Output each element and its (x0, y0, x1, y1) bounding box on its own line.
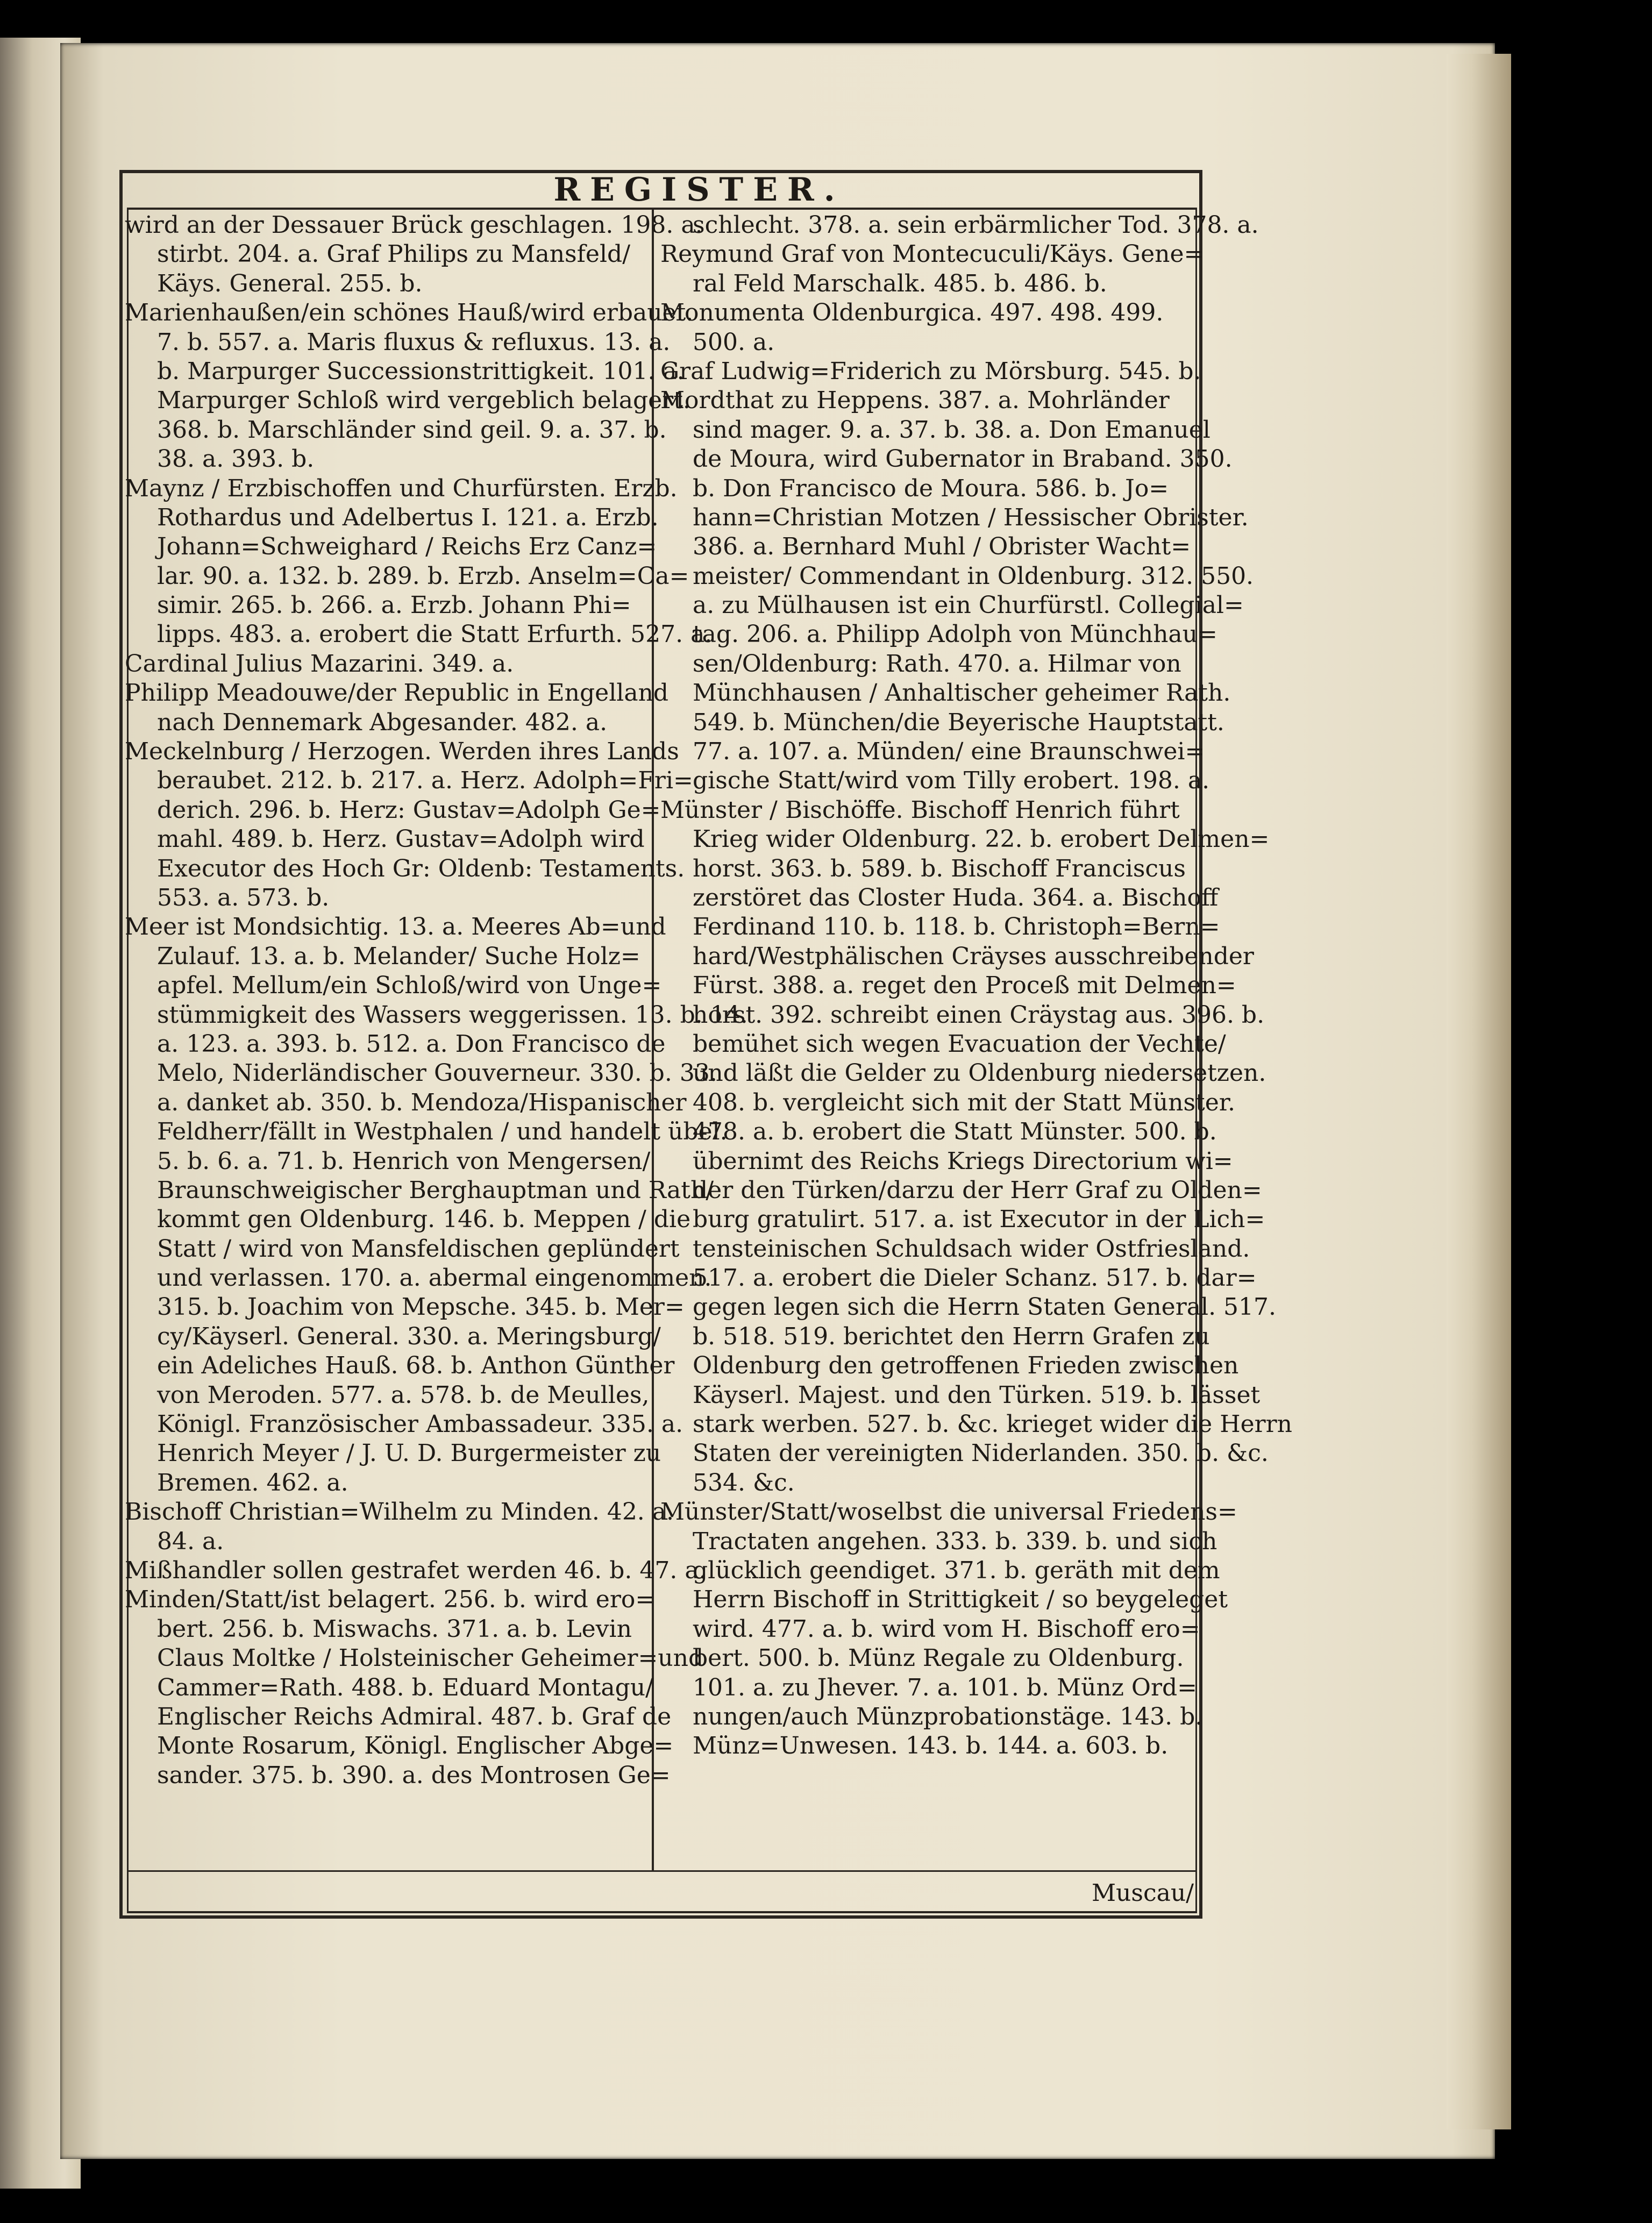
index-line: Claus Moltke / Holsteinischer Geheimer=und (157, 1644, 704, 1672)
index-line: cy/Käyserl. General. 330. a. Meringsburg/ (157, 1322, 661, 1350)
index-line: a. 123. a. 393. b. 512. a. Don Francisco de (157, 1030, 666, 1058)
index-line: glücklich geendiget. 371. b. geräth mit dem (693, 1556, 1220, 1584)
index-line: horst. 392. schreibt einen Cräystag aus. 396. b. (693, 1001, 1265, 1029)
page-fore-edge (1447, 54, 1511, 2129)
index-line: nungen/auch Münzprobationstäge. 143. b. (693, 1702, 1203, 1730)
index-line: tag. 206. a. Philipp Adolph von Münchhau= (693, 621, 1217, 649)
index-line: Herrn Bischoff in Strittigkeit / so beygeleget (693, 1586, 1228, 1614)
index-line: lipps. 483. a. erobert die Statt Erfurth. 527. a. (157, 621, 713, 649)
index-line: apfel. Mellum/ein Schloß/wird von Unge= (157, 972, 662, 1000)
index-line: tensteinischen Schuldsach wider Ostfriesland. (693, 1235, 1250, 1263)
index-line: Oldenburg den getroffenen Frieden zwischen (693, 1352, 1239, 1380)
index-line: 386. a. Bernhard Muhl / Obrister Wacht= (693, 533, 1191, 561)
index-line: 549. b. München/die Beyerische Hauptstatt. (693, 708, 1224, 736)
index-line: bert. 256. b. Miswachs. 371. a. b. Levin (157, 1615, 632, 1643)
index-line: Staten der vereinigten Niderlanden. 350. b. &c. (693, 1440, 1269, 1467)
index-line: b. Don Francisco de Moura. 586. b. Jo= (693, 474, 1169, 502)
index-line: horst. 363. b. 589. b. Bischoff Franciscus (693, 854, 1186, 882)
index-line: Feldherr/fällt in Westphalen / und handelt übel. (157, 1118, 728, 1146)
index-line: 517. a. erobert die Dieler Schanz. 517. b. dar= (693, 1264, 1257, 1292)
index-line: wird an der Dessauer Brück geschlagen. 198. a. (125, 211, 703, 239)
catchword: Muscau/ (1091, 1879, 1194, 1907)
index-line: beraubet. 212. b. 217. a. Herz. Adolph=Fri= (157, 767, 693, 795)
index-line: Bremen. 462. a. (157, 1469, 348, 1497)
index-line: de Moura, wird Gubernator in Braband. 350. (693, 445, 1233, 473)
index-line: stümmigkeit des Wassers weggerissen. 13. b. 14. (157, 1001, 748, 1029)
index-line: sen/Oldenburg: Rath. 470. a. Hilmar von (693, 650, 1181, 678)
index-line: Ferdinand 110. b. 118. b. Christoph=Bern= (693, 913, 1220, 941)
index-line: Braunschweigischer Berghauptman und Rath/ (157, 1176, 714, 1204)
index-line: Graf Ludwig=Friderich zu Mörsburg. 545. b. (660, 357, 1201, 385)
index-line: Bischoff Christian=Wilhelm zu Minden. 42. a. (125, 1498, 674, 1526)
index-line: Mißhandler sollen gestrafet werden 46. b. 47. a. (125, 1556, 707, 1584)
index-line: von Meroden. 577. a. 578. b. de Meulles, (157, 1381, 650, 1409)
bottom-rule (127, 1870, 1197, 1872)
index-line: und verlassen. 170. a. abermal eingenommen. (157, 1264, 712, 1292)
index-line: mahl. 489. b. Herz. Gustav=Adolph wird (157, 825, 645, 853)
index-line: meister/ Commendant in Oldenburg. 312. 550. (693, 562, 1254, 590)
index-line: ein Adeliches Hauß. 68. b. Anthon Günther (157, 1352, 675, 1380)
index-line: Monte Rosarum, Königl. Englischer Abge= (157, 1732, 674, 1760)
index-line: Meckelnburg / Herzogen. Werden ihres Lands (125, 738, 679, 766)
index-line: 101. a. zu Jhever. 7. a. 101. b. Münz Ord= (693, 1673, 1198, 1701)
index-line: Executor des Hoch Gr: Oldenb: Testaments. (157, 854, 685, 882)
index-line: derich. 296. b. Herz: Gustav=Adolph Ge= (157, 796, 661, 824)
index-line: Marienhaußen/ein schönes Hauß/wird erbauet. (125, 299, 694, 327)
index-line: nach Dennemark Abgesander. 482. a. (157, 708, 608, 736)
index-line: sander. 375. b. 390. a. des Montrosen Ge= (157, 1761, 671, 1789)
index-line: Reymund Graf von Montecuculi/Käys. Gene= (660, 240, 1204, 268)
index-line: sind mager. 9. a. 37. b. 38. a. Don Emanuel (693, 416, 1210, 444)
index-line: hard/Westphälischen Cräyses ausschreibender (693, 942, 1254, 970)
index-line: schlecht. 378. a. sein erbärmlicher Tod. 378. a. (693, 211, 1259, 239)
index-line: gegen legen sich die Herrn Staten General. 517. (693, 1293, 1277, 1321)
index-line: Cardinal Julius Mazarini. 349. a. (125, 650, 514, 678)
index-line: Königl. Französischer Ambassadeur. 335. a. (157, 1410, 683, 1438)
index-line: stark werben. 527. b. &c. krieget wider die Herrn (693, 1410, 1293, 1438)
index-line: b. 518. 519. berichtet den Herrn Grafen zu (693, 1322, 1210, 1350)
index-line: 38. a. 393. b. (157, 445, 315, 473)
index-line: 77. a. 107. a. Münden/ eine Braunschwei= (693, 738, 1205, 766)
index-line: wird. 477. a. b. wird vom H. Bischoff ero= (693, 1615, 1200, 1643)
index-line: Münz=Unwesen. 143. b. 144. a. 603. b. (693, 1732, 1169, 1760)
index-line: Münster / Bischöffe. Bischoff Henrich führt (660, 796, 1180, 824)
index-line: Rothardus und Adelbertus I. 121. a. Erzb. (157, 503, 659, 531)
index-line: bert. 500. b. Münz Regale zu Oldenburg. (693, 1644, 1184, 1672)
index-line: simir. 265. b. 266. a. Erzb. Johann Phi= (157, 592, 631, 619)
index-line: Philipp Meadouwe/der Republic in Engelland (125, 679, 669, 707)
index-line: b. Marpurger Successionstrittigkeit. 101. a. (157, 357, 685, 385)
index-line: zerstöret das Closter Huda. 364. a. Bischoff (693, 884, 1219, 911)
index-line: Krieg wider Oldenburg. 22. b. erobert Delmen= (693, 825, 1270, 853)
right-column (660, 211, 1293, 1761)
index-line: stirbt. 204. a. Graf Philips zu Mansfeld/ (157, 240, 631, 268)
index-line: Fürst. 388. a. reget den Proceß mit Delmen= (693, 972, 1236, 1000)
index-line: Henrich Meyer / J. U. D. Burgermeister zu (157, 1440, 661, 1467)
index-line: Englischer Reichs Admiral. 487. b. Graf de (157, 1702, 672, 1730)
index-line: ral Feld Marschalk. 485. b. 486. b. (693, 269, 1107, 297)
index-line: 315. b. Joachim von Mepsche. 345. b. Mer= (157, 1293, 685, 1321)
index-line: 368. b. Marschländer sind geil. 9. a. 37. b. (157, 416, 667, 444)
index-line: a. zu Mülhausen ist ein Churfürstl. Collegial= (693, 592, 1244, 619)
index-line: a. danket ab. 350. b. Mendoza/Hispanischer (157, 1088, 687, 1116)
page-title: REGISTER. (553, 171, 845, 209)
index-line: übernimt des Reichs Kriegs Directorium wi= (693, 1147, 1233, 1175)
index-line: bemühet sich wegen Evacuation der Vechte/ (693, 1030, 1226, 1058)
index-line: 478. a. b. erobert die Statt Münster. 500. b. (693, 1118, 1217, 1146)
index-line: burg gratulirt. 517. a. ist Executor in der Lich= (693, 1206, 1265, 1234)
index-line: und läßt die Gelder zu Oldenburg niedersetzen. (693, 1059, 1266, 1087)
index-line: Meer ist Mondsichtig. 13. a. Meeres Ab=und (125, 913, 666, 941)
index-line: hann=Christian Motzen / Hessischer Obrister. (693, 503, 1249, 531)
index-line: 408. b. vergleicht sich mit der Statt Münster. (693, 1088, 1235, 1116)
index-line: lar. 90. a. 132. b. 289. b. Erzb. Anselm=Ca= (157, 562, 689, 590)
index-line: Minden/Statt/ist belagert. 256. b. wird ero= (125, 1586, 656, 1614)
index-line: Käyserl. Majest. und den Türken. 519. b. lässet (693, 1381, 1261, 1409)
index-line: Maynz / Erzbischoffen und Churfürsten. Erzb. (125, 474, 678, 502)
index-line: kommt gen Oldenburg. 146. b. Meppen / die (157, 1206, 691, 1234)
index-line: 5. b. 6. a. 71. b. Henrich von Mengersen/ (157, 1147, 651, 1175)
index-line: Cammer=Rath. 488. b. Eduard Montagu/ (157, 1673, 653, 1701)
index-line: Melo, Niderländischer Gouverneur. 330. b. 33. (157, 1059, 717, 1087)
index-line: 500. a. (693, 328, 775, 356)
index-line: Mordthat zu Heppens. 387. a. Mohrländer (660, 387, 1170, 415)
index-line: 7. b. 557. a. Maris fluxus & refluxus. 13. a. (157, 328, 671, 356)
index-line: 553. a. 573. b. (157, 884, 330, 911)
index-line: Käys. General. 255. b. (157, 269, 423, 297)
index-line: 534. &c. (693, 1469, 795, 1497)
index-line: Tractaten angehen. 333. b. 339. b. und sich (693, 1527, 1217, 1555)
index-line: gische Statt/wird vom Tilly erobert. 198. a. (693, 767, 1210, 795)
index-line: Statt / wird von Mansfeldischen geplündert (157, 1235, 680, 1263)
index-line: Marpurger Schloß wird vergeblich belagert. (157, 387, 690, 415)
index-line: Zulauf. 13. a. b. Melander/ Suche Holz= (157, 942, 640, 970)
index-line: der den Türken/darzu der Herr Graf zu Olden= (693, 1176, 1262, 1204)
index-line: Münster/Statt/woselbst die universal Friedens= (660, 1498, 1237, 1526)
index-line: Münchhausen / Anhaltischer geheimer Rath. (693, 679, 1231, 707)
index-line: Monumenta Oldenburgica. 497. 498. 499. (660, 299, 1164, 327)
index-line: Johann=Schweighard / Reichs Erz Canz= (157, 533, 657, 561)
index-line: 84. a. (157, 1527, 224, 1555)
